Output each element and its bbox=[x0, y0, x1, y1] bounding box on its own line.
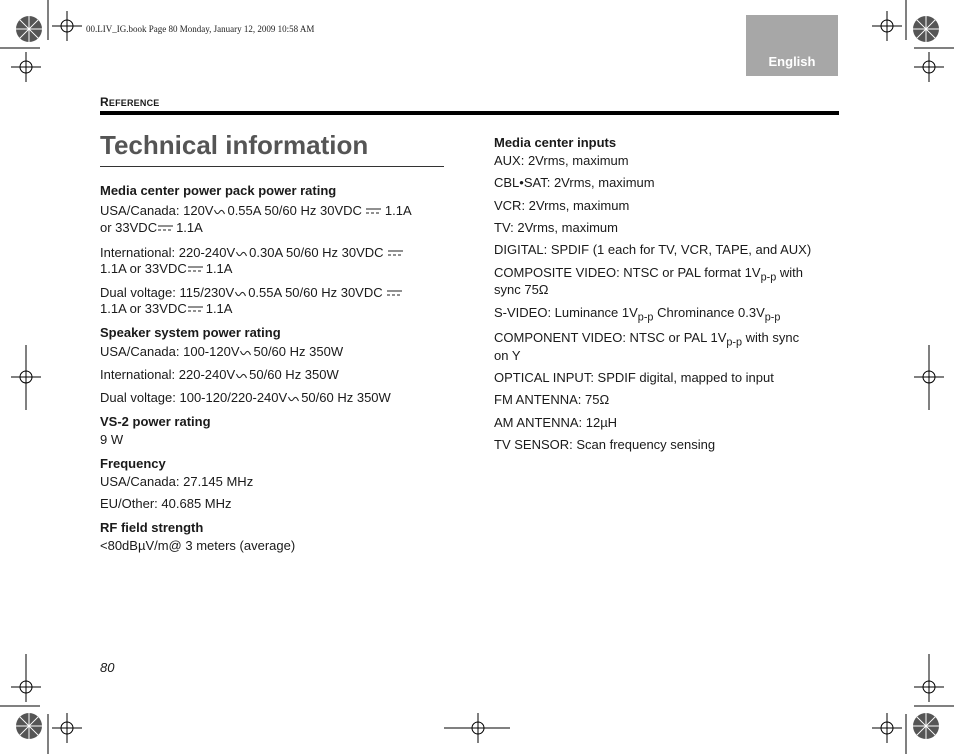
composite-line-2: sync 75Ω bbox=[494, 282, 549, 297]
dc-symbol-icon bbox=[388, 249, 403, 257]
inputs-heading: Media center inputs bbox=[494, 135, 617, 150]
section-label bbox=[100, 95, 159, 109]
text: 1.1A bbox=[384, 203, 412, 218]
dc-symbol-icon bbox=[387, 289, 402, 297]
text: COMPOSITE VIDEO: NTSC or PAL format 1V bbox=[494, 265, 761, 280]
ac-wave-icon bbox=[288, 395, 299, 403]
page-title: Technical information bbox=[100, 130, 369, 160]
aux-line: AUX: 2Vrms, maximum bbox=[494, 153, 629, 168]
text: 1.1A bbox=[205, 261, 233, 276]
power-pack-heading bbox=[100, 182, 336, 199]
frequency-heading: Frequency bbox=[100, 456, 166, 471]
intl-power-line-2 bbox=[100, 260, 232, 277]
section-label-text bbox=[100, 95, 159, 109]
text: 50/60 Hz 350W bbox=[301, 390, 391, 405]
heading-text: Media center power pack power rating bbox=[100, 183, 337, 198]
intl-power-line-1 bbox=[100, 244, 407, 261]
fm-line: FM ANTENNA: 75Ω bbox=[494, 392, 610, 407]
ac-wave-icon bbox=[214, 208, 225, 216]
text: Dual voltage: 115/230V bbox=[100, 285, 235, 300]
text: Dual voltage: 100-120/220-240V bbox=[100, 390, 288, 405]
text: International: 220-240V bbox=[100, 245, 236, 260]
dc-symbol-icon bbox=[366, 207, 381, 215]
language-tab bbox=[746, 15, 838, 76]
text: COMPONENT VIDEO: NTSC or PAL 1V bbox=[494, 330, 727, 345]
svideo-line bbox=[494, 304, 780, 327]
text: or 33VDC bbox=[100, 220, 158, 235]
text: International: 220-240V bbox=[100, 367, 236, 382]
vs2-heading: VS-2 power rating bbox=[100, 414, 211, 429]
text: S-VIDEO: Luminance 1V bbox=[494, 305, 638, 320]
text: 1.1A bbox=[176, 220, 203, 235]
text: with sync bbox=[745, 330, 800, 345]
frequency-usa: USA/Canada: 27.145 MHz bbox=[100, 474, 254, 489]
optical-line: OPTICAL INPUT: SPDIF digital, mapped to input bbox=[494, 370, 774, 385]
ac-wave-icon bbox=[235, 290, 246, 298]
tv-line: TV: 2Vrms, maximum bbox=[494, 220, 618, 235]
ac-wave-icon bbox=[236, 372, 247, 380]
vs2-value: 9 W bbox=[100, 432, 124, 447]
dc-symbol-icon bbox=[188, 305, 203, 313]
am-line: AM ANTENNA: 12µH bbox=[494, 415, 618, 430]
text: USA/Canada: 100-120V bbox=[100, 344, 240, 359]
title-rule bbox=[100, 166, 444, 167]
speaker-usa-line bbox=[100, 343, 343, 360]
section-rule bbox=[100, 111, 839, 115]
speaker-dual-line bbox=[100, 389, 391, 406]
text: USA/Canada: 120V bbox=[100, 203, 214, 218]
ac-wave-icon bbox=[236, 250, 247, 258]
section-label-initial: R bbox=[100, 95, 109, 109]
tv-sensor-line: TV SENSOR: Scan frequency sensing bbox=[494, 437, 716, 452]
speaker-heading: Speaker system power rating bbox=[100, 325, 281, 340]
vcr-line: VCR: 2Vrms, maximum bbox=[494, 198, 630, 213]
text: 0.55A 50/60 Hz 30VDC bbox=[248, 285, 383, 300]
text: Chrominance 0.3V bbox=[657, 305, 765, 320]
rf-value: <80dBµV/m@ 3 meters (average) bbox=[100, 538, 296, 553]
digital-line: DIGITAL: SPDIF (1 each for TV, VCR, TAPE, and AUX) bbox=[494, 242, 812, 257]
subscript: p-p bbox=[637, 311, 654, 324]
text: 1.1A bbox=[205, 301, 233, 316]
text: 50/60 Hz 350W bbox=[253, 344, 344, 359]
text: 1.1A or 33VDC bbox=[100, 301, 187, 316]
text: 1.1A or 33VDC bbox=[100, 261, 187, 276]
subscript: p-p bbox=[760, 271, 777, 284]
language-tab-label: English bbox=[768, 54, 816, 69]
frequency-eu: EU/Other: 40.685 MHz bbox=[100, 496, 232, 511]
speaker-intl-line bbox=[100, 366, 339, 383]
dual-power-line-1 bbox=[100, 284, 406, 301]
book-info: 00.LIV_IG.book Page 80 Monday, January 12, 2009 10:58 AM bbox=[86, 24, 315, 34]
text: 0.55A 50/60 Hz 30VDC bbox=[227, 203, 362, 218]
text: 50/60 Hz 350W bbox=[249, 367, 339, 382]
component-line-1 bbox=[494, 329, 799, 352]
section-label-rest: EFERENCE bbox=[108, 98, 160, 108]
rf-heading: RF field strength bbox=[100, 520, 204, 535]
usa-power-line-1 bbox=[100, 202, 412, 219]
ac-wave-icon bbox=[240, 349, 251, 357]
dc-symbol-icon bbox=[158, 224, 173, 232]
subscript: p-p bbox=[764, 311, 781, 324]
dual-power-line-2 bbox=[100, 300, 232, 317]
page-number: 80 bbox=[100, 660, 115, 675]
text: with bbox=[779, 265, 803, 280]
subscript: p-p bbox=[726, 336, 743, 349]
usa-power-line-2 bbox=[100, 219, 203, 236]
component-line-2: on Y bbox=[494, 348, 521, 363]
text: 0.30A 50/60 Hz 30VDC bbox=[249, 245, 384, 260]
dc-symbol-icon bbox=[188, 265, 203, 273]
cbl-sat-line: CBL•SAT: 2Vrms, maximum bbox=[494, 175, 655, 190]
